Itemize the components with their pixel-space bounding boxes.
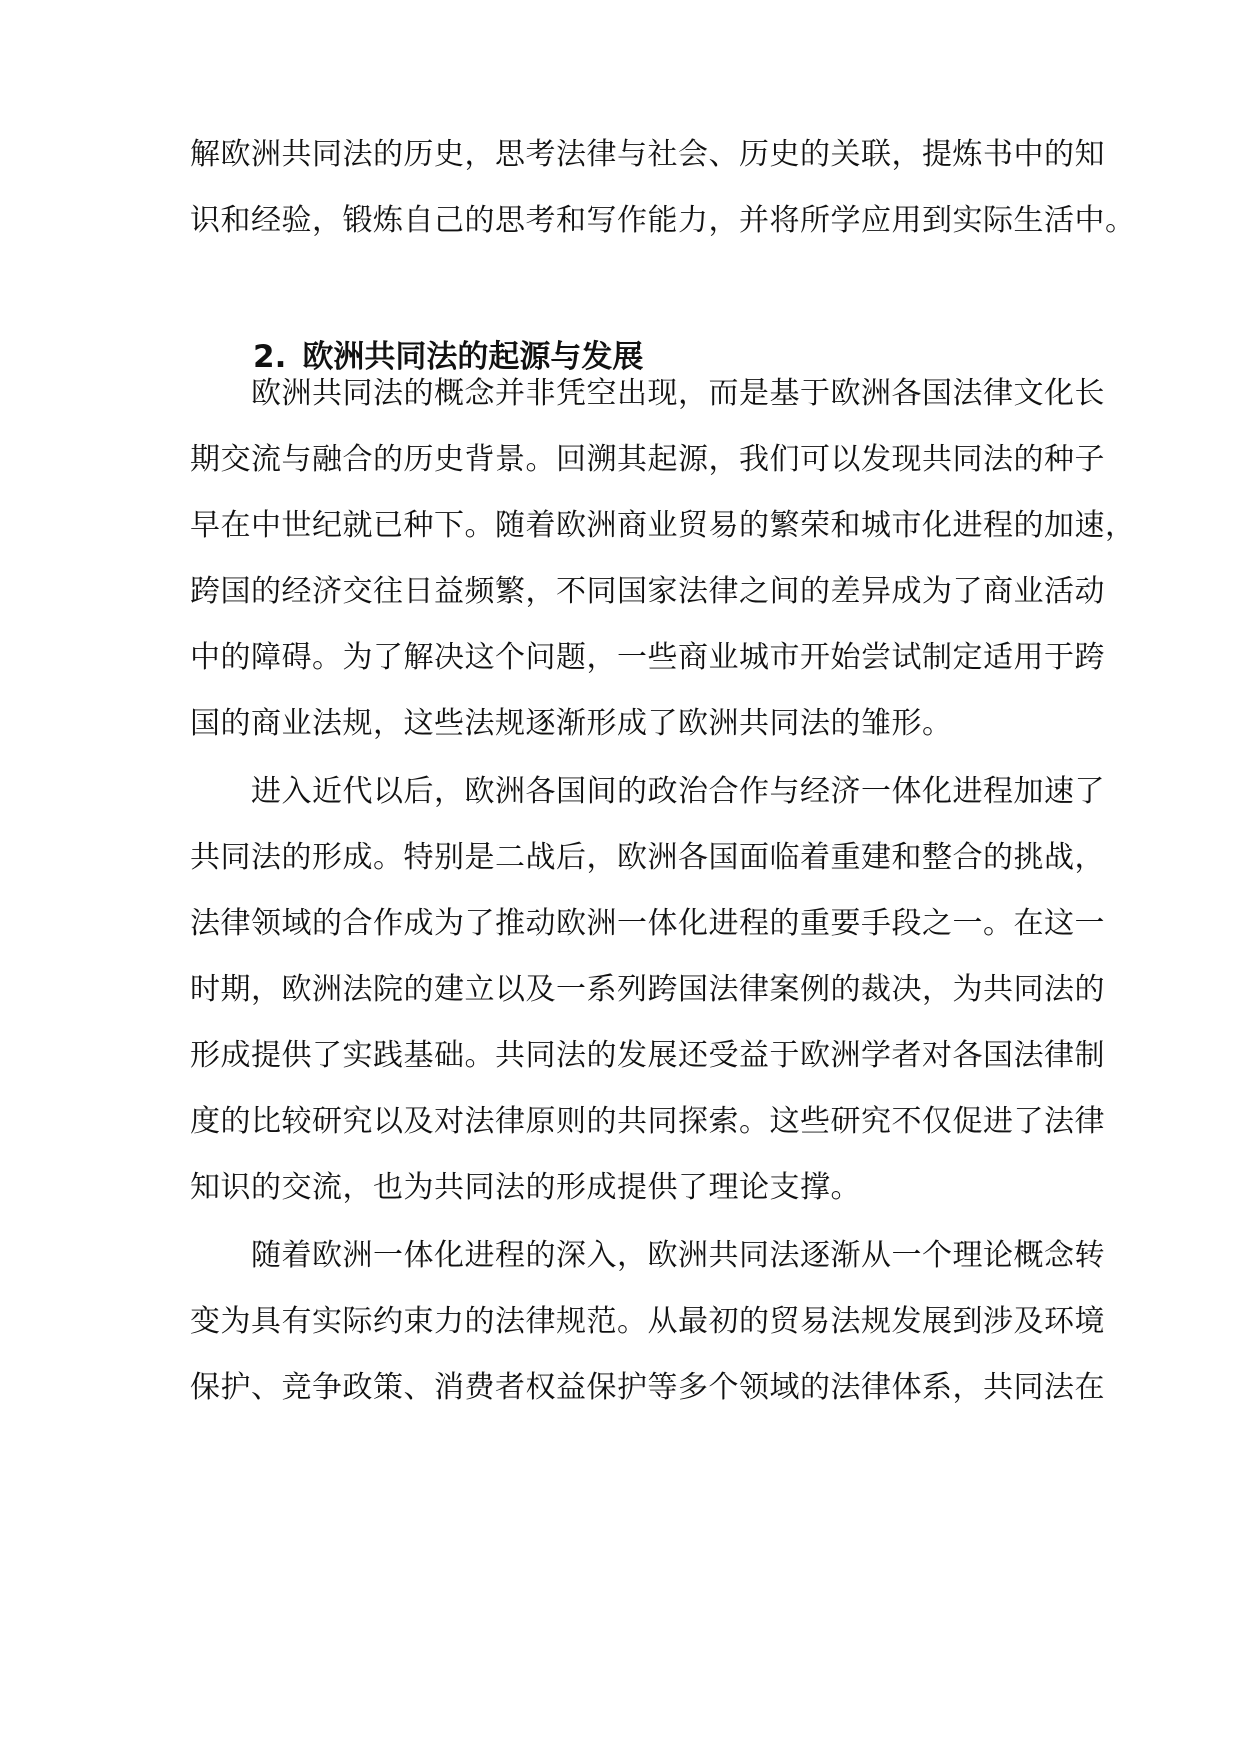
intro-line-2: 识和经验，锻炼自己的思考和写作能力，并将所学应用到实际生活中。 — [190, 203, 1136, 238]
paragraph-2-line-7: 知识的交流，也为共同法的形成提供了理论支撑。 — [190, 1170, 861, 1205]
paragraph-3-line-1: 随着欧洲一体化进程的深入，欧洲共同法逐渐从一个理论概念转 — [190, 1238, 1105, 1273]
section-heading — [253, 336, 643, 378]
paragraph-1-line-1: 欧洲共同法的概念并非凭空出现，而是基于欧洲各国法律文化长 — [190, 376, 1105, 411]
paragraph-1-line-3: 早在中世纪就已种下。随着欧洲商业贸易的繁荣和城市化进程的加速， — [190, 508, 1136, 543]
paragraph-1-line-6: 国的商业法规，这些法规逐渐形成了欧洲共同法的雏形。 — [190, 706, 953, 741]
paragraph-2-line-2: 共同法的形成。特别是二战后，欧洲各国面临着重建和整合的挑战， — [190, 840, 1105, 875]
paragraph-2-line-3: 法律领域的合作成为了推动欧洲一体化进程的重要手段之一。在这一 — [190, 906, 1105, 941]
paragraph-2-line-5: 形成提供了实践基础。共同法的发展还受益于欧洲学者对各国法律制 — [190, 1038, 1105, 1073]
section-number: 2. — [253, 339, 287, 375]
paragraph-3-line-3: 保护、竞争政策、消费者权益保护等多个领域的法律体系，共同法在 — [190, 1370, 1105, 1405]
paragraph-2-line-6: 度的比较研究以及对法律原则的共同探索。这些研究不仅促进了法律 — [190, 1104, 1105, 1139]
section-title: 欧洲共同法的起源与发展 — [302, 339, 644, 375]
paragraph-1-line-2: 期交流与融合的历史背景。回溯其起源，我们可以发现共同法的种子 — [190, 442, 1105, 477]
paragraph-3-line-2: 变为具有实际约束力的法律规范。从最初的贸易法规发展到涉及环境 — [190, 1304, 1105, 1339]
intro-line-1: 解欧洲共同法的历史，思考法律与社会、历史的关联，提炼书中的知 — [190, 137, 1105, 172]
paragraph-2-line-1: 进入近代以后，欧洲各国间的政治合作与经济一体化进程加速了 — [190, 774, 1105, 809]
paragraph-1-line-4: 跨国的经济交往日益频繁，不同国家法律之间的差异成为了商业活动 — [190, 574, 1105, 609]
paragraph-1-line-5: 中的障碍。为了解决这个问题，一些商业城市开始尝试制定适用于跨 — [190, 640, 1105, 675]
paragraph-2-line-4: 时期，欧洲法院的建立以及一系列跨国法律案例的裁决，为共同法的 — [190, 972, 1105, 1007]
